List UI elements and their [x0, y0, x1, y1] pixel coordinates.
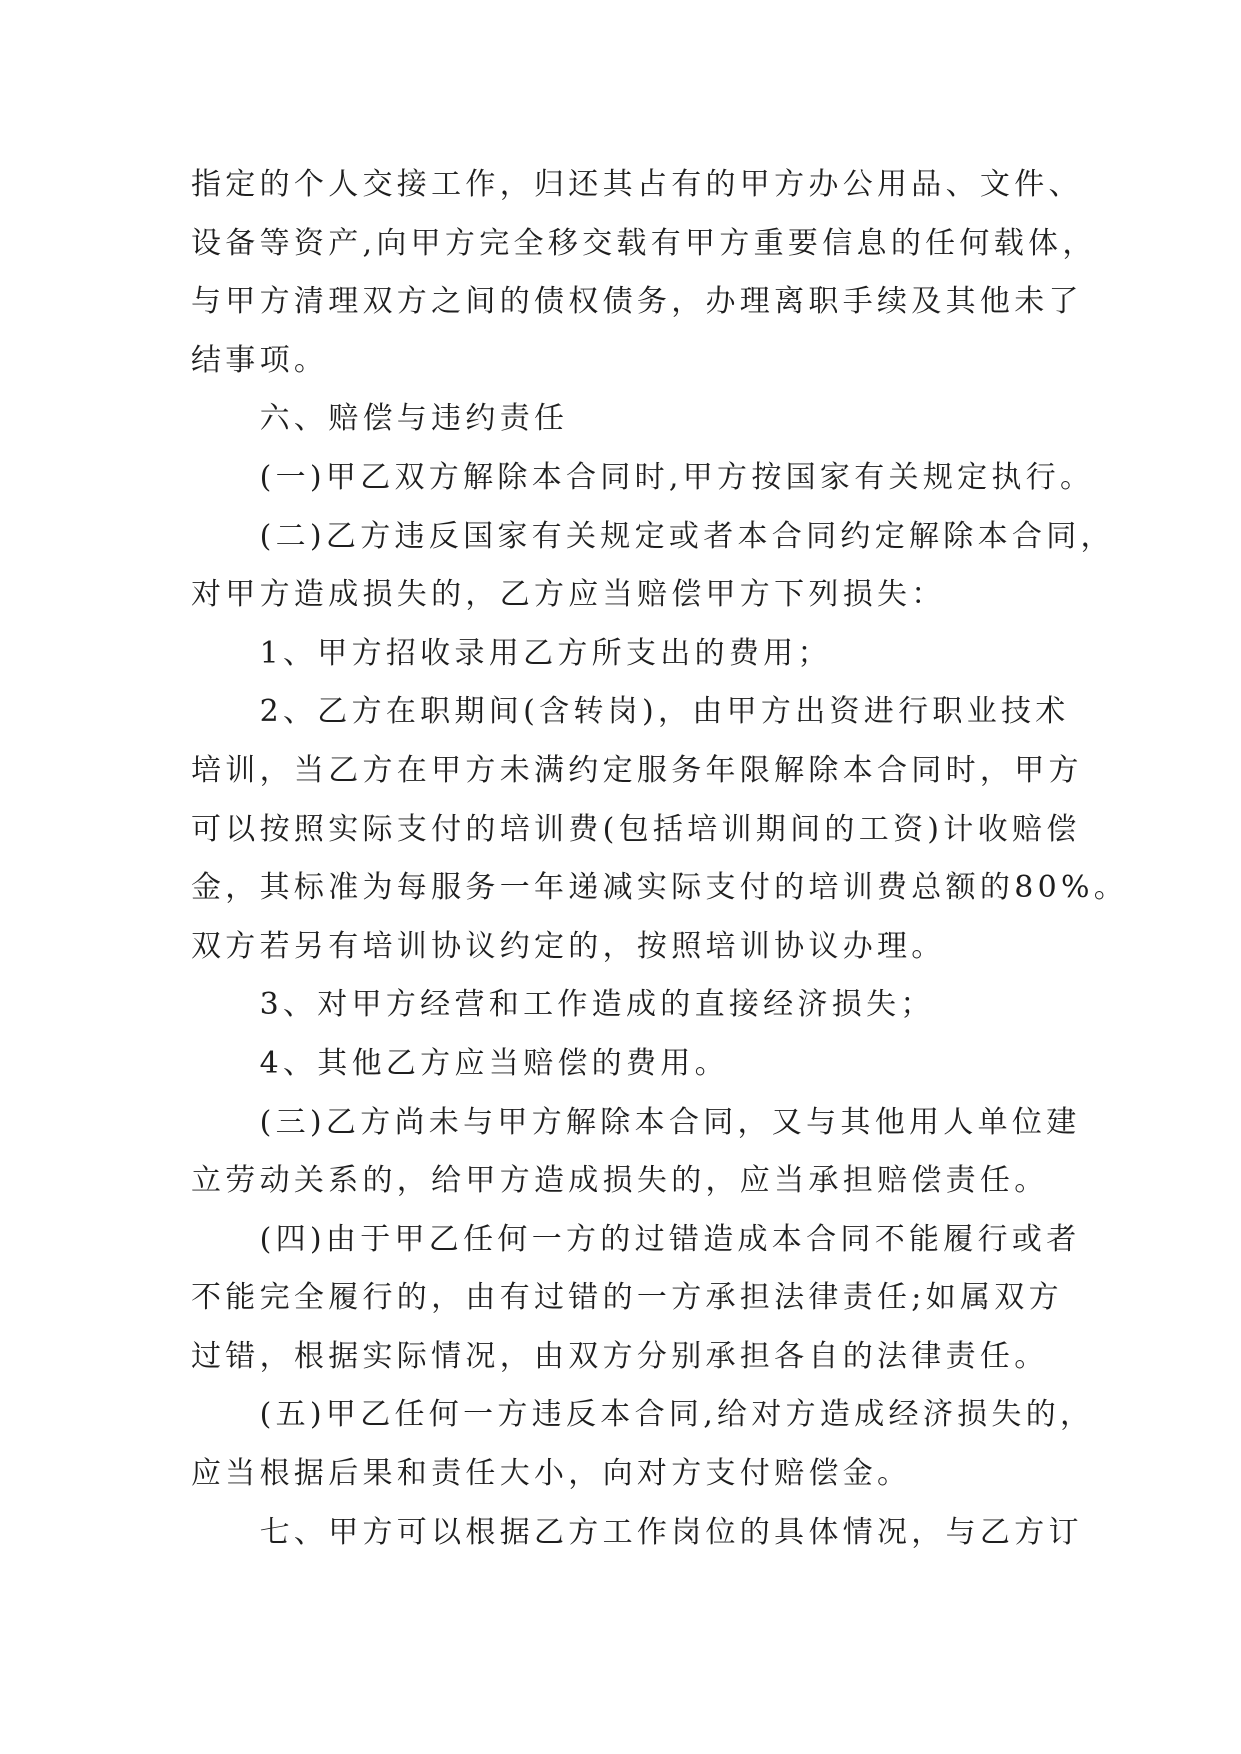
text-line: 七、甲方可以根据乙方工作岗位的具体情况，与乙方订 [259, 1514, 1083, 1550]
paragraph-handover-continuation [191, 156, 1241, 390]
clause-2-item-4 [191, 1035, 1241, 1094]
section-7-start [191, 1504, 1241, 1563]
section-heading-compensation [191, 390, 1241, 449]
text-line: (二)乙方违反国家有关规定或者本合同约定解除本合同， [259, 518, 1115, 554]
text-line: 立劳动关系的，给甲方造成损失的，应当承担赔偿责任。 [191, 1163, 1049, 1199]
clause-5 [191, 1386, 1241, 1503]
text-line: 设备等资产,向甲方完全移交载有甲方重要信息的任何载体， [191, 225, 1097, 261]
text-line: 指定的个人交接工作，归还其占有的甲方办公用品、文件、 [191, 167, 1083, 202]
section-heading: 六、赔偿与违约责任 [259, 401, 569, 437]
text-line: 2、乙方在职期间(含转岗)，由甲方出资进行职业技术 [259, 694, 1070, 730]
clause-2-item-1 [191, 625, 1241, 684]
text-line: 对甲方造成损失的，乙方应当赔偿甲方下列损失： [191, 577, 946, 613]
text-line: (一)甲乙双方解除本合同时,甲方按国家有关规定执行。 [259, 459, 1095, 495]
text-line: 不能完全履行的，由有过错的一方承担法律责任;如属双方 [191, 1280, 1063, 1316]
text-line: 双方若另有培训协议约定的，按照培训协议办理。 [191, 928, 946, 964]
text-line: 3、对甲方经营和工作造成的直接经济损失； [259, 987, 935, 1023]
text-line: 应当根据后果和责任大小，向对方支付赔偿金。 [191, 1456, 912, 1492]
text-line: (四)由于甲乙任何一方的过错造成本合同不能履行或者 [259, 1221, 1081, 1257]
text-line: (三)乙方尚未与甲方解除本合同，又与其他用人单位建 [259, 1104, 1081, 1140]
text-line: 与甲方清理双方之间的债权债务，办理离职手续及其他未了 [191, 284, 1083, 320]
text-line: (五)甲乙任何一方违反本合同,给对方造成经济损失的， [259, 1397, 1095, 1433]
text-line: 培训，当乙方在甲方未满约定服务年限解除本合同时，甲方 [191, 752, 1083, 788]
clause-1 [191, 449, 1241, 508]
text-line: 过错，根据实际情况，由双方分别承担各自的法律责任。 [191, 1338, 1049, 1374]
clause-2 [191, 508, 1241, 625]
clause-2-item-3 [191, 976, 1241, 1035]
text-line: 金，其标准为每服务一年递减实际支付的培训费总额的80%。 [191, 870, 1129, 906]
text-line: 结事项。 [191, 342, 329, 378]
text-line: 4、其他乙方应当赔偿的费用。 [259, 1045, 729, 1081]
clause-2-item-2 [191, 683, 1241, 976]
clause-4 [191, 1211, 1241, 1387]
clause-3 [191, 1094, 1241, 1211]
text-line: 可以按照实际支付的培训费(包括培训期间的工资)计收赔偿 [191, 811, 1081, 847]
text-line: 1、甲方招收录用乙方所支出的费用； [259, 635, 832, 671]
